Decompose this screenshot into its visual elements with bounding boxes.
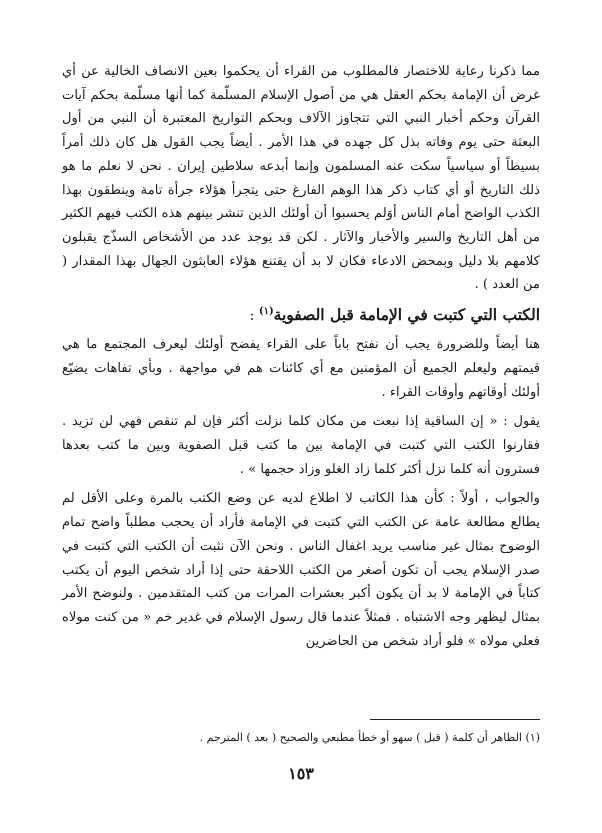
footnote-marker: (١) <box>258 306 274 318</box>
footnote: (١) الظاهر أن كلمة ( قبل ) سهو أو خطأ مطبعي والصحيح ( بعد ) المترجم . <box>199 731 540 744</box>
paragraph-answer: والجواب ، أولاً : كأن هذا الكاتب لا اطلاع لديه عن وضع الكتب بالمرة وعلى الأقل لم يطالع مطالعة عامة عن الكتب التي كتبت في الإمامة فأراد أن يحجب مطلباً واضح تمام الوضوح بمثال غير مناسب يريد اغفال الناس . ونحن الآن نثبت أن الكتب التي كتبت في صدر الإسلام يجب أن تكون أصغر من الكتب اللاحقة حتى إذا أراد شخص اليوم أن يكتب كتاباً في الإمامة لا بد أن يكون أكبر بعشرات المرات من كتب المتقدمين . ولنوضح الأمر بمثال ليظهر وجه الاشتباه . فمثلاً عندما قال رسول الإسلام في غدير خم « من كنت مولاه فعلي مولاه » فلو أراد شخص من الحاضرين <box>62 491 540 649</box>
section-heading-text: الكتب التي كتبت في الإمامة قبل الصفوية <box>273 305 540 325</box>
page-body <box>62 60 540 653</box>
paragraph-quote: يقول : « إن الساقية إذا نبعت من مكان كلما نزلت أكثر فإن لم تنقص فهي لن تزيد . فقارنوا الكتب التي كتبت في الإمامة بين ما كتب قبل الصفوية وبين ما كتب بعدها فسترون أنه كلما نزل أكثر كلما زاد الغلو وزاد حجمها » . <box>62 414 540 477</box>
section-heading <box>62 299 540 329</box>
footnote-divider <box>370 719 540 720</box>
section-heading-colon: : <box>249 308 259 325</box>
page-number: ١٥٣ <box>288 764 314 783</box>
paragraph-intro: مما ذكرنا رعاية للاختصار فالمطلوب من القراء أن يحكموا بعين الانصاف الخالية عن أي غرض أن الإمامة بحكم العقل هي من أصول الإسلام المسلّمة كما أنها مسلّمة بحكم آيات القرآن وحكم أخبار النبي التي تتجاوز الآلاف وبحكم التواريخ المعتبرة أن النبي من أول البعثة حتى يوم وفاته بذل كل جهده في هذا الأمر . أيضاً يجب القول هل كان ذلك أمراً بسيطاً أو سياسياً سكت عنه المسلمون وإنما أبدعه سلاطين إيران . نحن لا نعلم ما هو ذلك التاريخ أو أي كتاب ذكر هذا الوهم الفارغ حتى يتجرأ هؤلاء جرأة تامة وينطقون بهذا الكذب الواضح أمام الناس أوَلم يحسبوا أن أولئك الذين تنشر بينهم هذه الكتب فيهم الكثير من أهل التاريخ والسير والأخبار والآثار . لكن قد يوجد عدد من الأشخاص السذّج يقبلون كلامهم بلا دليل وبمحض الادعاء فكان لا بد أن يقتنع هؤلاء العابثون الجهال بهذا المقدار ( من العدد ) . <box>62 64 540 293</box>
paragraph-opening: هنا أيضاً وللضرورة يجب أن نفتح باباً على القراء يفضح أولئك ليعرف المجتمع ما هي قيمتهم وليعلم الجميع أن المؤمنين مع أي كائنات هم في مواجهة . وبأي تفاهات يضيّع أولئك أوقاتهم وأوقات القراء . <box>62 337 540 400</box>
